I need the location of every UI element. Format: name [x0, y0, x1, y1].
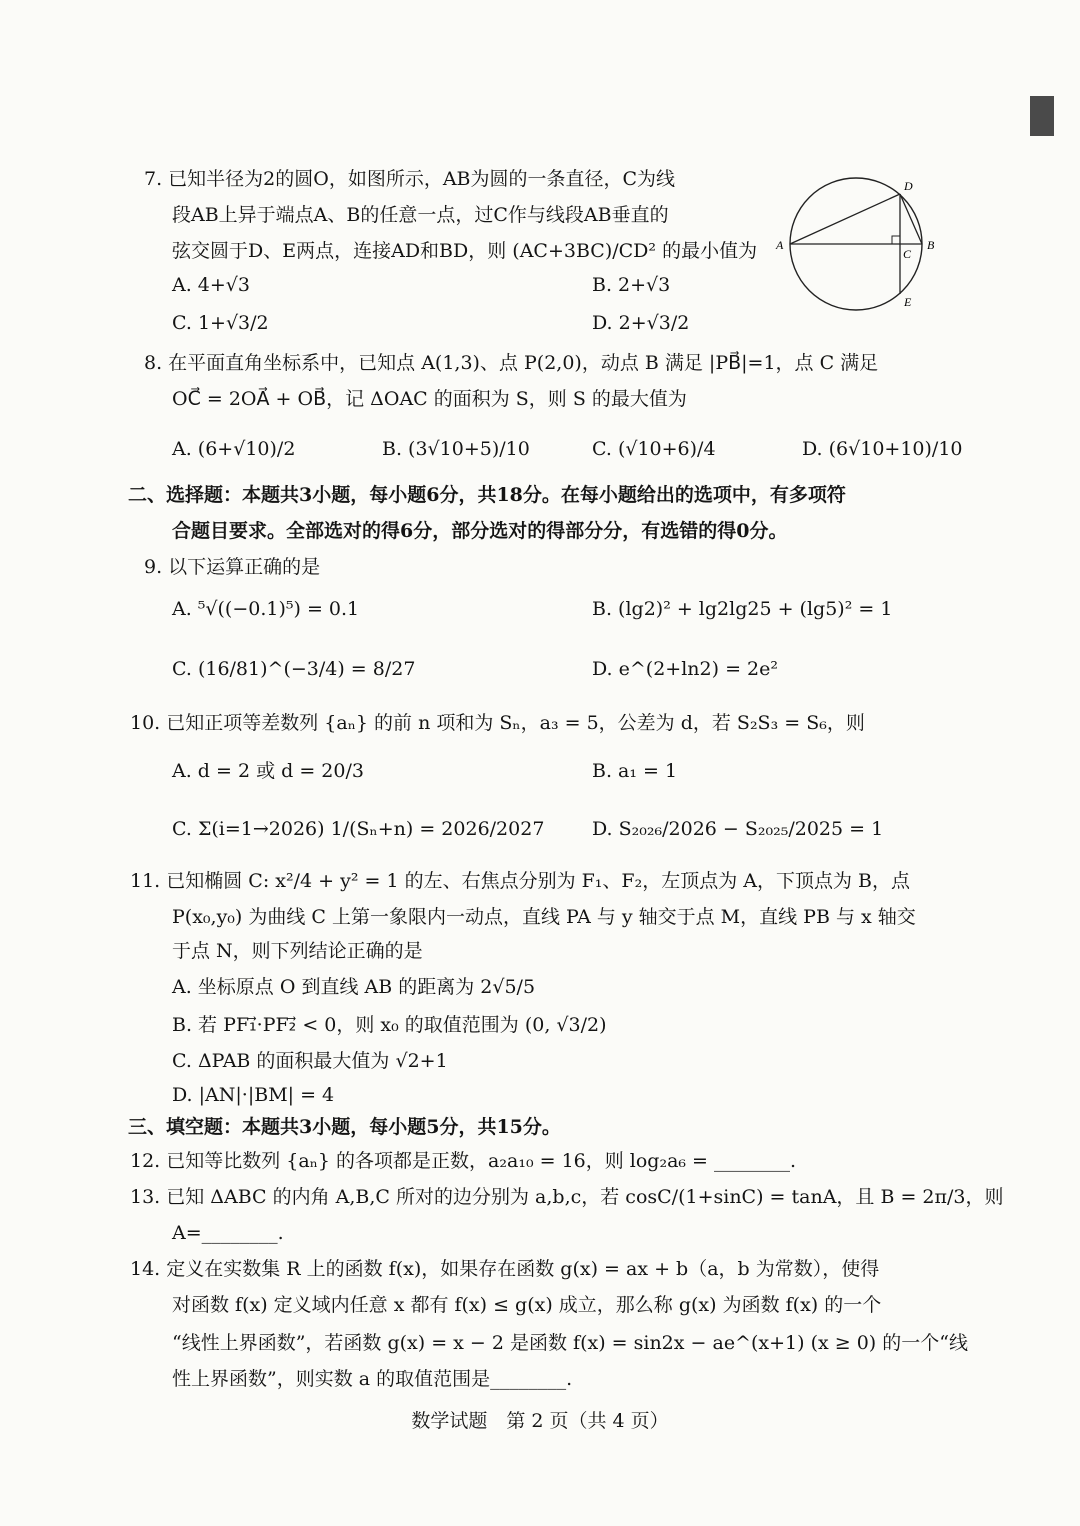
q7-line-2: 段AB上异于端点A、B的任意一点，过C作与线段AB垂直的	[172, 204, 669, 226]
q7-option-b: B. 2+√3	[592, 274, 671, 296]
section-3-heading: 三、填空题：本题共3小题，每小题5分，共15分。	[128, 1116, 561, 1138]
q11-line-1: 11. 已知椭圆 C: x²/4 + y² = 1 的左、右焦点分别为 F₁、F₂，左顶点为 A，下顶点为 B，点	[130, 870, 910, 892]
q8-option-c: C. (√10+6)/4	[592, 438, 716, 460]
right-angle-mark	[892, 236, 900, 244]
q9-option-b: B. (lg2)² + lg2lg25 + (lg5)² = 1	[592, 598, 893, 620]
q8-line-1: 8. 在平面直角坐标系中，已知点 A(1,3)、点 P(2,0)，动点 B 满足 |PB⃗|=1，点 C 满足	[144, 352, 879, 374]
q14-line-1: 14. 定义在实数集 R 上的函数 f(x)，如果存在函数 g(x) = ax + b（a，b 为常数），使得	[130, 1258, 880, 1280]
section-2-heading: 二、选择题：本题共3小题，每小题6分，共18分。在每小题给出的选项中，有多项符	[128, 484, 846, 506]
q7-option-d: D. 2+√3/2	[592, 312, 690, 334]
q12-stem: 12. 已知等比数列 {aₙ} 的各项都是正数，a₂a₁₀ = 16，则 log₂a₆ = ________.	[130, 1150, 797, 1172]
page-footer: 数学试题 第 2 页（共 4 页）	[411, 1410, 669, 1432]
q10-option-c: C. Σ(i=1→2026) 1/(Sₙ+n) = 2026/2027	[172, 818, 545, 840]
q11-option-c: C. ΔPAB 的面积最大值为 √2+1	[172, 1050, 448, 1072]
q7-option-c: C. 1+√3/2	[172, 312, 269, 334]
q7-line-1: 7. 已知半径为2的圆O，如图所示，AB为圆的一条直径，C为线	[144, 168, 676, 190]
q9-stem: 9. 以下运算正确的是	[144, 556, 321, 578]
q11-option-b: B. 若 PF₁⃗·PF₂⃗ < 0，则 x₀ 的取值范围为 (0, √3/2)	[172, 1014, 607, 1036]
section-2-heading-cont: 合题目要求。全部选对的得6分，部分选对的得部分分，有选错的得0分。	[172, 520, 788, 542]
label-d: D	[904, 179, 913, 193]
q9-option-d: D. e^(2+ln2) = 2e²	[592, 658, 778, 680]
q9-option-a: A. ⁵√((−0.1)⁵) = 0.1	[172, 598, 360, 620]
q13-line-2: A=________.	[172, 1222, 284, 1244]
label-a: A	[776, 238, 784, 252]
q10-option-d: D. S₂₀₂₆/2026 − S₂₀₂₅/2025 = 1	[592, 818, 884, 840]
q11-line-2: P(x₀,y₀) 为曲线 C 上第一象限内一动点，直线 PA 与 y 轴交于点 M，直线 PB 与 x 轴交	[172, 906, 916, 928]
q8-line-2: OC⃗ = 2OA⃗ + OB⃗，记 ΔOAC 的面积为 S，则 S 的最大值为	[172, 388, 687, 410]
q14-line-4: 性上界函数”，则实数 a 的取值范围是________.	[172, 1368, 573, 1390]
q8-option-b: B. (3√10+5)/10	[382, 438, 530, 460]
page-edge-mark	[1030, 96, 1054, 136]
q8-option-d: D. (6√10+10)/10	[802, 438, 963, 460]
circle-figure	[770, 172, 960, 322]
label-e: E	[904, 295, 912, 309]
q10-stem: 10. 已知正项等差数列 {aₙ} 的前 n 项和为 Sₙ，a₃ = 5，公差为 d，若 S₂S₃ = S₆，则	[130, 712, 865, 734]
q10-option-a: A. d = 2 或 d = 20/3	[172, 760, 364, 782]
q7-option-a: A. 4+√3	[172, 274, 251, 296]
q9-option-c: C. (16/81)^(−3/4) = 8/27	[172, 658, 416, 680]
q8-option-a: A. (6+√10)/2	[172, 438, 296, 460]
label-c: C	[903, 247, 912, 261]
q14-line-2: 对函数 f(x) 定义域内任意 x 都有 f(x) ≤ g(x) 成立，那么称 g(x) 为函数 f(x) 的一个	[172, 1294, 882, 1316]
label-b: B	[927, 238, 935, 252]
q11-option-a: A. 坐标原点 O 到直线 AB 的距离为 2√5/5	[172, 976, 536, 998]
q11-option-d: D. |AN|·|BM| = 4	[172, 1084, 335, 1106]
q10-option-b: B. a₁ = 1	[592, 760, 678, 782]
q7-line-3: 弦交圆于D、E两点，连接AD和BD，则 (AC+3BC)/CD² 的最小值为	[172, 240, 758, 262]
q13-line-1: 13. 已知 ΔABC 的内角 A,B,C 所对的边分别为 a,b,c，若 cosC/(1+sinC) = tanA，且 B = 2π/3，则	[130, 1186, 1004, 1208]
segment-bd	[900, 194, 922, 244]
q11-line-3: 于点 N，则下列结论正确的是	[172, 940, 423, 962]
segment-ad	[790, 194, 900, 244]
q14-line-3: “线性上界函数”，若函数 g(x) = x − 2 是函数 f(x) = sin2x − ae^(x+1) (x ≥ 0) 的一个“线	[172, 1332, 968, 1354]
